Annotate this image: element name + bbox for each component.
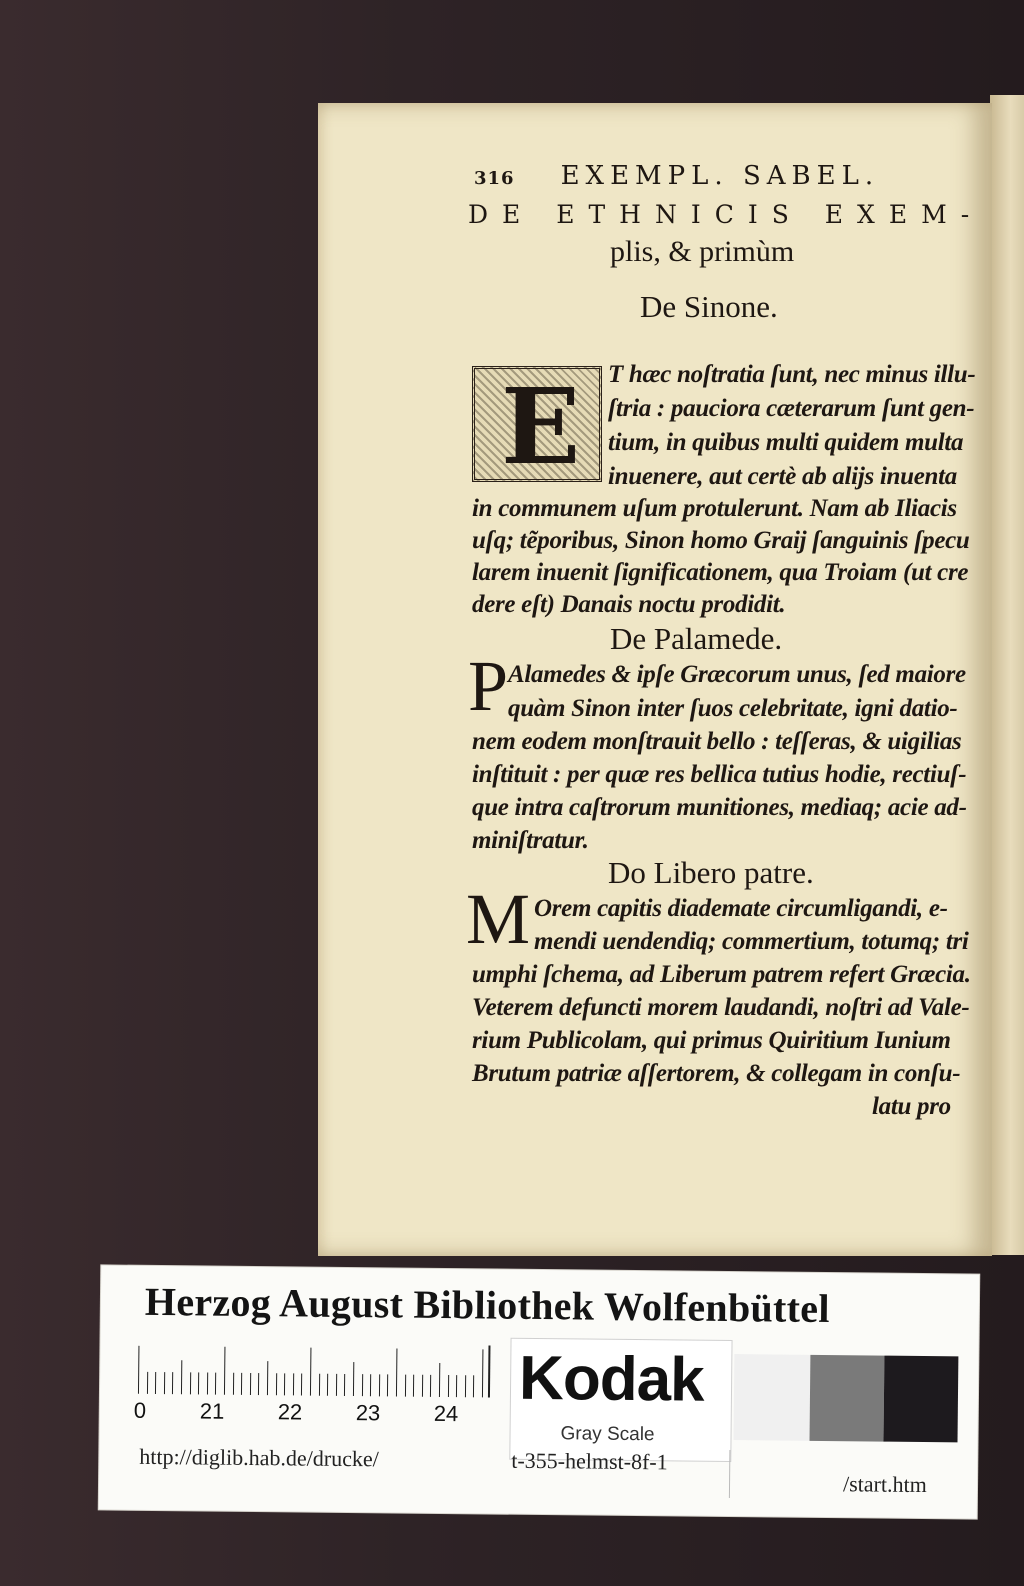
text-line: in communem uſum protulerunt. Nam ab Iliacis [472,495,957,522]
ruler-tick [344,1374,345,1396]
text-line: inſtituit : per quæ res bellica tutius hodie, rectiuſ- [472,761,967,788]
ruler-tick [138,1346,140,1394]
ruler-tick [155,1372,156,1394]
ruler-tick [164,1372,165,1394]
ruler-tick [482,1349,484,1397]
ruler-tick [224,1347,226,1395]
ruler-tick [190,1372,191,1394]
gray-scale-caption: Gray Scale [560,1423,655,1446]
kodak-gray-scale-card [509,1338,732,1462]
ruler-number: 21 [199,1398,225,1424]
ruler-tick [336,1374,337,1396]
adjacent-page-edge [990,95,1024,1255]
ruler-tick [379,1374,380,1396]
section-heading-libero: Do Libero patre. [608,855,814,890]
text-line: inuenere, aut certè ab alijs inuenta [608,463,957,490]
text-line: que intra caſtrorum munitiones, mediaq; acie ad- [472,794,967,821]
text-line: mendi uendendiq; commertium, totumq; tri [534,928,969,955]
ruler-tick [353,1362,354,1396]
ruler-tick [172,1372,173,1394]
ruler-number: 23 [355,1400,381,1426]
text-line: umphi ſchema, ad Liberum patrem refert Græcia. [472,961,971,988]
ruler-number: 22 [277,1399,303,1425]
ruler-tick [267,1361,268,1395]
ruler-number: 24 [433,1400,459,1427]
ruler-tick [241,1373,242,1395]
catchword: latu pro [872,1093,951,1120]
ruler-tick [250,1373,251,1395]
ruler-tick [181,1360,182,1394]
ruler-tick [293,1373,294,1395]
ruler-tick [413,1375,414,1397]
text-line: quàm Sinon inter ſuos celebritate, igni datio- [508,695,958,722]
ruler-tick [207,1373,208,1395]
ruler-tick [465,1375,466,1397]
running-head-text: EXEMPL. SABEL. [560,161,880,191]
url-base: http://diglib.hab.de/drucke/ [139,1443,379,1472]
kodak-logo: Kodak [518,1343,704,1415]
ruler-tick [276,1373,277,1395]
label-divider [729,1450,731,1498]
text-line: miniſtratur. [472,827,589,854]
text-line: ſtria : pauciora cæterarum ſunt gen- [608,395,975,422]
gray-swatch-mid [810,1355,885,1442]
initial-letter: P [468,646,509,726]
ruler-tick [198,1372,199,1394]
running-head [474,161,879,191]
gray-swatch-light [734,1354,811,1441]
ruler-tick [215,1373,216,1395]
ruler-tick [456,1375,457,1397]
ruler-tick [422,1375,423,1397]
text-line: T hæc noſtratia ſunt, nec minus illu- [608,361,976,388]
ruler-tick [284,1373,285,1395]
ruler-tick [319,1374,320,1396]
ruler-tick [370,1374,371,1396]
ruler-tick [233,1373,234,1395]
page-number: 316 [474,168,515,189]
text-line: dere eſt) Danais noctu prodidit. [472,591,786,618]
text-line: Alamedes & ipſe Græcorum unus, ſed maiore [508,661,966,688]
section-heading-palamede: De Palamede. [610,621,783,656]
ruler-tick [430,1375,431,1397]
ruler-tick [327,1374,328,1396]
ruler-tick [301,1374,302,1396]
text-line: Veterem defuncti morem laudandi, noſtri ad Vale- [472,994,970,1021]
chapter-title-line-1: DE ETHNICIS EXEM- [468,200,984,229]
text-line: Brutum patriæ aſſertorem, & collegam in conſu- [472,1060,961,1087]
url-identifier: t-355-helmst-8f-1 [511,1447,668,1475]
chapter-title-line-2: plis, & primùm [610,235,795,268]
decorated-initial [472,365,602,488]
ruler-tick [310,1348,312,1396]
library-scan-label [99,1265,980,1518]
ruler-tick [405,1375,406,1397]
measurement-ruler [138,1342,491,1398]
library-name: Herzog August Bibliothek Wolfenbüttel [144,1278,831,1332]
initial-letter: E [501,365,581,488]
ruler-tick [396,1349,398,1397]
text-line: nem eodem monſtrauit bello : teſſeras, & uigilias [472,728,962,755]
url-suffix: /start.htm [842,1471,927,1498]
text-line: tium, in quibus multi quidem multa [608,429,964,456]
ruler-number: 0 [133,1397,147,1423]
section-heading-sinone: De Sinone. [640,289,778,324]
ruler-tick [258,1373,259,1395]
text-line: rium Publicolam, qui primus Quiritium Iunium [472,1027,951,1054]
ruler-tick [473,1375,474,1397]
book-page [318,103,992,1256]
ruler-tick [147,1372,148,1394]
ruler-tick [362,1374,363,1396]
gray-swatch-dark [883,1356,958,1443]
initial-letter: M [466,879,531,959]
text-line: uſq; tẽporibus, Sinon homo Graij ſanguinis ſpecu [472,527,970,554]
ruler-tick [439,1363,440,1397]
text-line: Orem capitis diademate circumligandi, e- [534,895,948,922]
ruler-tick [387,1374,388,1396]
text-line: larem inuenit ſignificationem, qua Troiam (ut cre [472,559,969,586]
ruler-tick [448,1375,449,1397]
